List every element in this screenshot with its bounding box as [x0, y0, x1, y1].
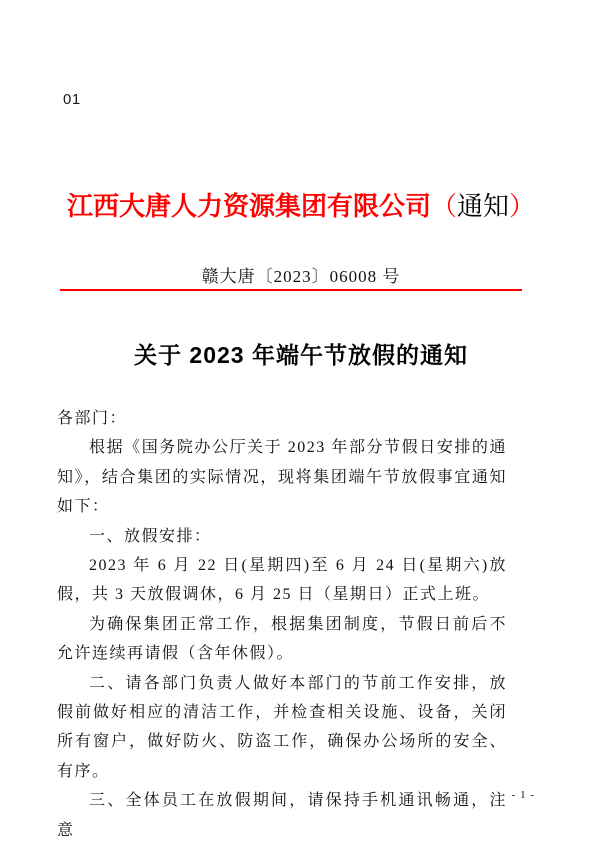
letterhead-doc-type: 通知 — [457, 191, 510, 221]
page-number: - 1 - — [511, 789, 535, 801]
letterhead-divider — [60, 289, 522, 291]
paragraph-holiday-dates: 2023 年 6 月 22 日(星期四)至 6 月 24 日(星期六)放假，共 3 天放假调休，6 月 25 日（星期日）正式上班。 — [57, 557, 507, 604]
letterhead-title — [0, 189, 602, 223]
corner-label: 01 — [63, 91, 81, 108]
paragraph-section-1-heading: 一、放假安排： — [89, 527, 212, 545]
document-title: 关于 2023 年端午节放假的通知 — [134, 342, 468, 368]
document-body — [57, 404, 507, 845]
letterhead-close-paren: ） — [509, 191, 536, 221]
letterhead-open-paren: （ — [430, 191, 457, 221]
letterhead-company-name: 江西大唐人力资源集团有限公司 — [66, 191, 431, 221]
salutation: 各部门： — [57, 410, 128, 427]
paragraph-section-2: 二、请各部门负责人做好本部门的节前工作安排，放假前做好相应的清洁工作，并检查相关设施、设备，关闭所有窗户，做好防火、防盗工作，确保办公场所的安全、有序。 — [57, 674, 507, 780]
paragraph-leave-policy: 为确保集团正常工作，根据集团制度，节假日前后不允许连续再请假（含年休假）。 — [57, 615, 507, 663]
document-number: 赣大唐〔2023〕06008 号 — [201, 267, 401, 286]
paragraph-basis: 根据《国务院办公厅关于 2023 年部分节假日安排的通知》，结合集团的实际情况，现将集团端午节放假事宜通知如下： — [57, 439, 507, 516]
paragraph-section-3: 三、全体员工在放假期间，请保持手机通讯畅通，注意 — [57, 792, 507, 839]
